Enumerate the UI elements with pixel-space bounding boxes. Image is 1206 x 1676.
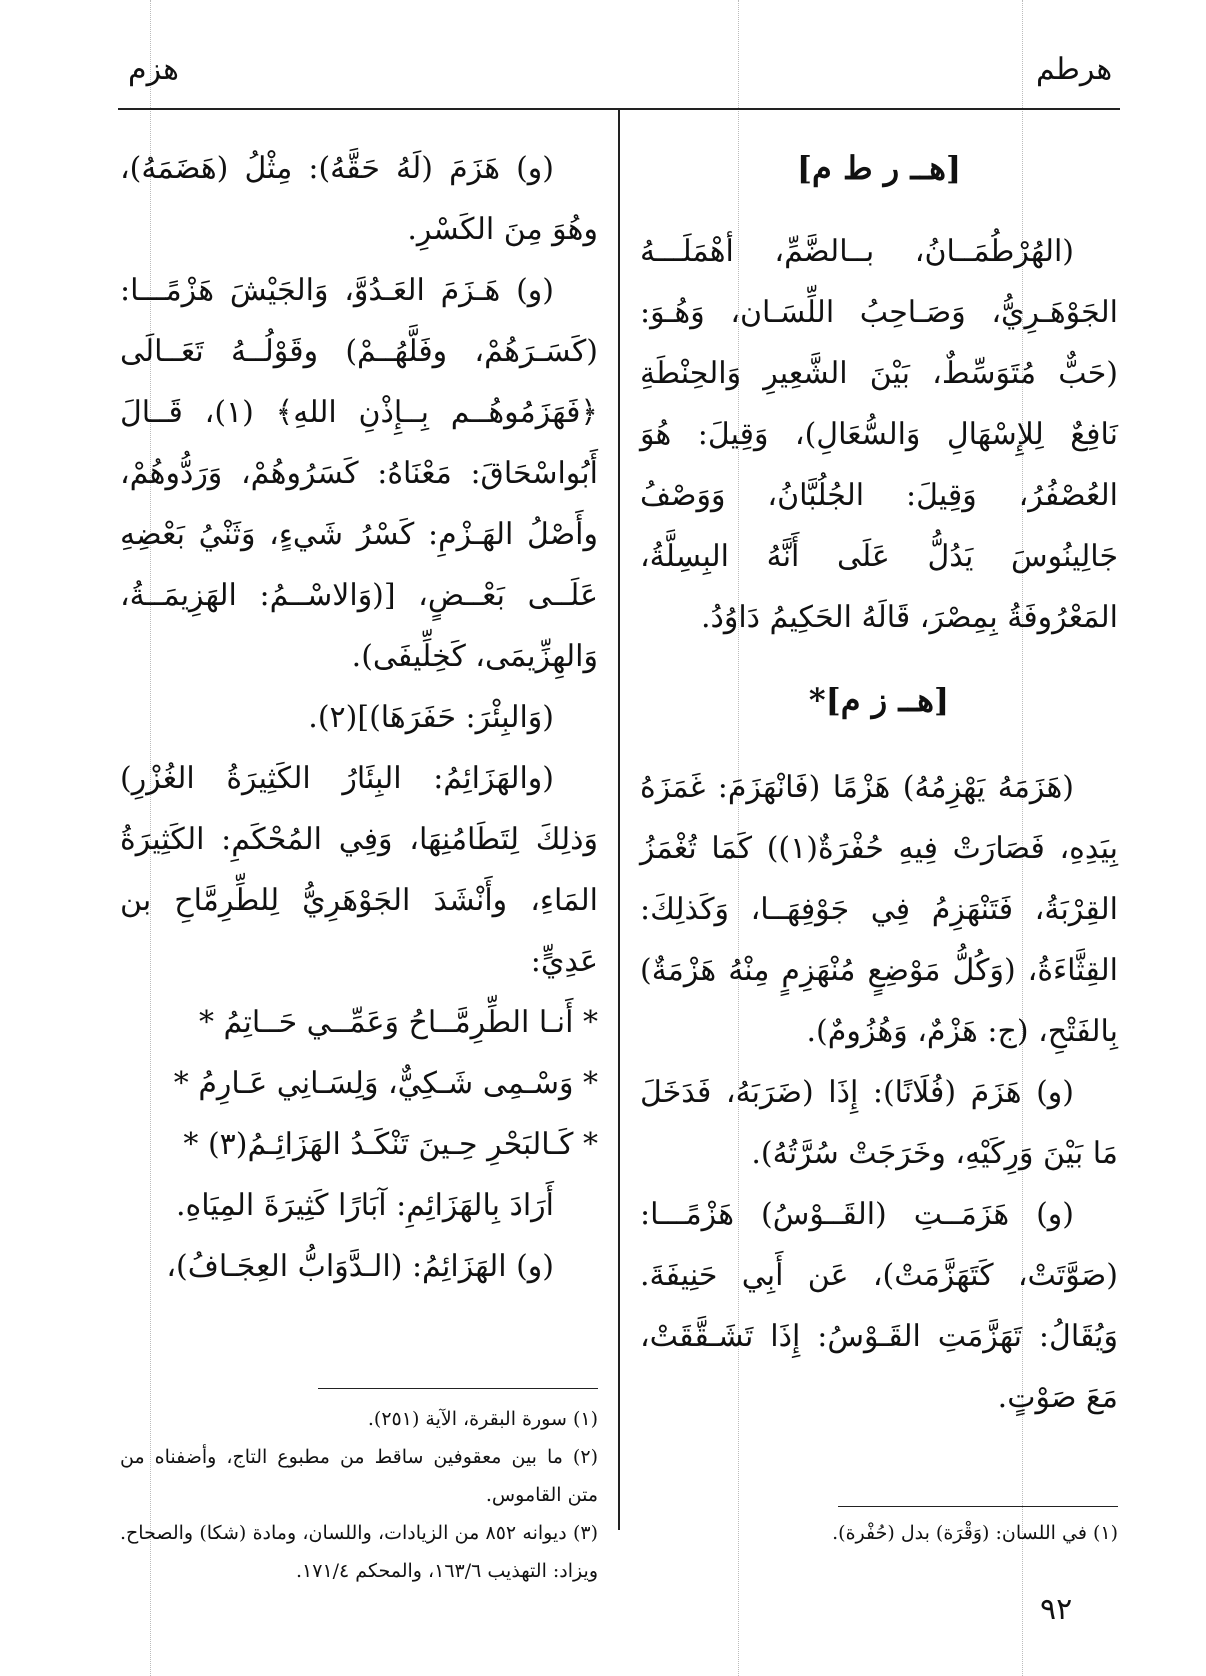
footnote: (١) سورة البقرة، الآية (٢٥١). <box>367 1408 598 1430</box>
right-column <box>640 138 1118 1428</box>
page-number: ٩٢ <box>1040 1592 1073 1627</box>
entry-hazamahu: (هَزَمَهُ يَهْزِمُهُ) هَزْمًا (فَانْهَزَمَ: غَمَزَهُ بِيَدِهِ، فَصَارَتْ فِيهِ حُفْرَةٌ(١)) كَمَا تُغْمَزُ القِرْبَةُ، فَتَنْهَزِمُ فِي جَوْفِهَــا، وَكَذلِكَ: القِثَّاءَةُ، (وَكُلُّ مَوْضِعٍ مُنْهَزِمٍ مِنْهُ هَزْمَةٌ) بِالفَتْحِ، (ج: هَزْمٌ، وَهُزُومٌ). <box>640 770 1118 1049</box>
entry-hazama-haqqahu: (و) هَزَمَ (لَهُ حَقَّهُ): مِثْلُ (هَضَمَهُ)، وهُوَ مِنَ الكَسْرِ. <box>120 151 598 247</box>
verse-line: * وَسْـمِى شَـكِيٌّ، وَلِسَـانِي عَـارِمُ * <box>173 1066 598 1101</box>
entry-hazamat-alqaws: (و) هَزَمَــتِ (القَــوْسُ) هَزْمًـــا: (صَوَّتَتْ، كَتَهَزَّمَتْ)، عَن أَبِي حَنِيفَةَ. وَيُقَالُ: تَهَزَّمَتِ القَـوْسُ: إِذَا تَشَـقَّقَتْ، مَعَ صَوْتٍ. <box>640 1197 1118 1415</box>
entry-heading-hzm: [هــ ز م]* <box>808 681 950 719</box>
verse-line: * أَنـا الطِّرِمَّــاحُ وَعَمِّــي حَــاتِمُ * <box>199 1005 598 1040</box>
left-column <box>120 138 598 1297</box>
footnote-rule-left <box>318 1388 598 1389</box>
header-right-word: هرطم <box>1036 52 1113 87</box>
header-left-word: هزم <box>128 52 179 87</box>
column-divider <box>618 110 620 1530</box>
footnote: (٢) ما بين معقوفين ساقط من مطبوع التاج، وأضفناه من متن القاموس. <box>120 1446 598 1506</box>
footnote: (١) في اللسان: (وَقْرَة) بدل (حُفْرة). <box>832 1522 1118 1544</box>
verse-line: * كَـالبَحْرِ حِـينَ تَنْكَـدُ الهَزَائِـمُ(٣) * <box>183 1127 598 1162</box>
footnotes-right <box>640 1514 1118 1552</box>
entry-alhazaim: (والهَزَائِمُ: البِئَارُ الكَثِيرَةُ الغُزْرِ) وَذلِكَ لِتَطَامُنِهَا، وَفِي المُحْكَمِ: الكَثِيرَةُ المَاءِ، وأَنْشَدَ الجَوْهَرِيُّ لِلطِّرِمَّاحِ بن عَدِيٍّ: <box>120 761 598 979</box>
footnotes-left <box>120 1400 598 1590</box>
entry-arada: أَرَادَ بِالهَزَائِمِ: آبَارًا كَثِيرَةَ المِيَاهِ. <box>175 1188 554 1223</box>
entry-albir: (وَالبِئْرَ: حَفَرَهَا)](٢). <box>308 700 554 735</box>
entry-hazama-fulan: (و) هَزَمَ (فُلَانًا): إِذَا (ضَرَبَهُ، فَدَخَلَ مَا بَيْنَ وَرِكَيْهِ، وخَرَجَتْ سُرَّتُهُ). <box>640 1075 1118 1171</box>
footnote-rule-right <box>838 1506 1118 1507</box>
entry-hurtuman: (الهُرْطُمَــانُ، بــالضَّمِّ، أهْمَلَـــهُ الجَوْهَـرِيُّ، وَصَـاحِبُ اللِّسَـان، وَهُـوَ: (حَبٌّ مُتَوَسِّطٌ، بَيْنَ الشَّعِيرِ وَالحِنْطَةِ نَافِعٌ لِلإِسْهَالِ وَالسُّعَالِ)، وَقِيلَ: هُوَ العُصْفُرُ، وَقِيلَ: الجُلُبَّانُ، وَوَصْفُ جَالِينُوسَ يَدُلُّ عَلَى أَنَّهُ البِسِلَّةُ، المَعْرُوفَةُ بِمِصْرَ، قَالَهُ الحَكِيمُ دَاوُدُ. <box>640 234 1118 635</box>
entry-alhazaim-dawab: (و) الهَزَائِمُ: (الـدَّوَابُّ العِجَـافُ)، <box>166 1249 554 1284</box>
entry-hazama-aladuw: (و) هَـزَمَ العَـدُوَّ، وَالجَيْشَ هَزْمًـــا: (كَسَـرَهُمْ، وفَلَّهُــمْ) وقَوْلُــهُ تَعَــالَى ﴿فَهَزَمُوهُــم بِــإِذْنِ اللهِ﴾ (١)، قَــالَ أَبُواسْحَاقَ: مَعْنَاهُ: كَسَرُوهُمْ، وَرَدُّوهُمْ، وأَصْلُ الهَـزْمِ: كَسْرُ شَيءٍ، وَثَنْيُ بَعْضِهِ عَلَــى بَعْــضٍ، [(وَالاسْــمُ: الهَزِيمَــةُ، وَالهِزِّيمَى، كَخِلِّيفَى). <box>120 273 599 674</box>
footnote: (٣) ديوانه ٨٥٢ من الزيادات، واللسان، ومادة (شكا) والصحاح. ويزاد: التهذيب ١٦٣/٦، والمحكم ١٧١/٤. <box>120 1522 598 1582</box>
entry-heading-hrtm: [هــ ر ط م] <box>796 149 962 187</box>
